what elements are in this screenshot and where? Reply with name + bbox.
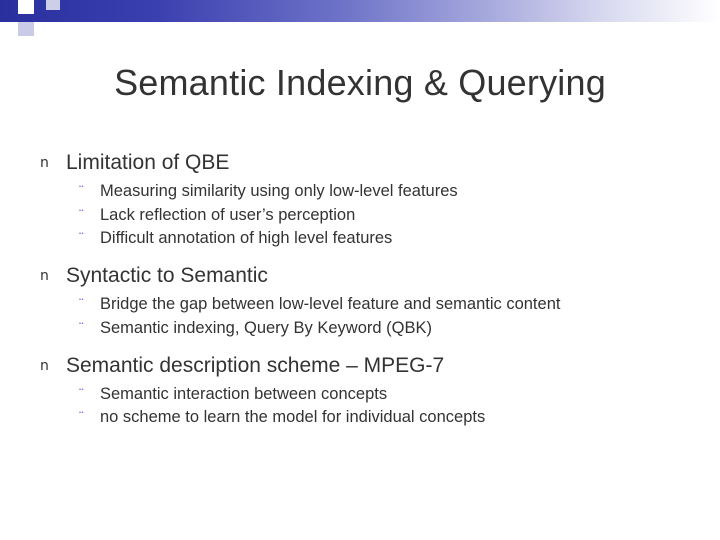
list-item bbox=[40, 293, 700, 315]
square-bullet-icon: n bbox=[40, 357, 49, 374]
list-item-label: Lack reflection of user’s perception bbox=[100, 205, 356, 224]
square-bullet-icon: n bbox=[40, 268, 49, 285]
list-item bbox=[40, 317, 700, 339]
list-item-label: Bridge the gap between low-level feature and semantic content bbox=[100, 295, 561, 314]
square-bullet-icon: n bbox=[40, 155, 49, 171]
list-item-label: Semantic interaction between concepts bbox=[100, 385, 388, 404]
list-item-label: Difficult annotation of high level features bbox=[100, 228, 393, 247]
group-heading: Semantic description scheme – MPEG-7 bbox=[66, 353, 445, 377]
diamond-bullet-icon: ¨ bbox=[78, 208, 85, 224]
level1-bullet-row bbox=[40, 353, 700, 379]
content-group bbox=[40, 353, 700, 429]
decorative-square-light bbox=[46, 0, 60, 10]
diamond-bullet-icon: ¨ bbox=[78, 298, 85, 314]
diamond-bullet-icon: ¨ bbox=[78, 321, 85, 337]
list-item-label: no scheme to learn the model for individual concepts bbox=[100, 408, 486, 427]
group-heading: Limitation of QBE bbox=[66, 151, 230, 174]
content-group bbox=[40, 263, 700, 339]
slide-title: Semantic Indexing & Querying bbox=[114, 62, 606, 103]
list-item bbox=[40, 406, 700, 428]
list-item bbox=[40, 180, 700, 202]
slide-body bbox=[40, 150, 700, 443]
decorative-top-banner bbox=[0, 0, 720, 22]
diamond-bullet-icon: ¨ bbox=[78, 388, 85, 404]
list-item bbox=[40, 227, 700, 249]
level2-list bbox=[40, 383, 700, 429]
level1-bullet-row bbox=[40, 263, 700, 289]
level1-bullet-row bbox=[40, 150, 700, 176]
level2-list bbox=[40, 180, 700, 249]
content-group bbox=[40, 150, 700, 249]
level2-list bbox=[40, 293, 700, 339]
list-item bbox=[40, 204, 700, 226]
group-heading: Syntactic to Semantic bbox=[66, 264, 268, 288]
list-item-label: Measuring similarity using only low-level features bbox=[100, 182, 458, 201]
decorative-square-white bbox=[18, 0, 34, 14]
diamond-bullet-icon: ¨ bbox=[78, 411, 85, 427]
list-item-label: Semantic indexing, Query By Keyword (QBK) bbox=[100, 318, 432, 337]
list-item bbox=[40, 383, 700, 405]
diamond-bullet-icon: ¨ bbox=[78, 185, 85, 201]
diamond-bullet-icon: ¨ bbox=[78, 231, 85, 247]
decorative-square-lavender bbox=[18, 22, 34, 36]
